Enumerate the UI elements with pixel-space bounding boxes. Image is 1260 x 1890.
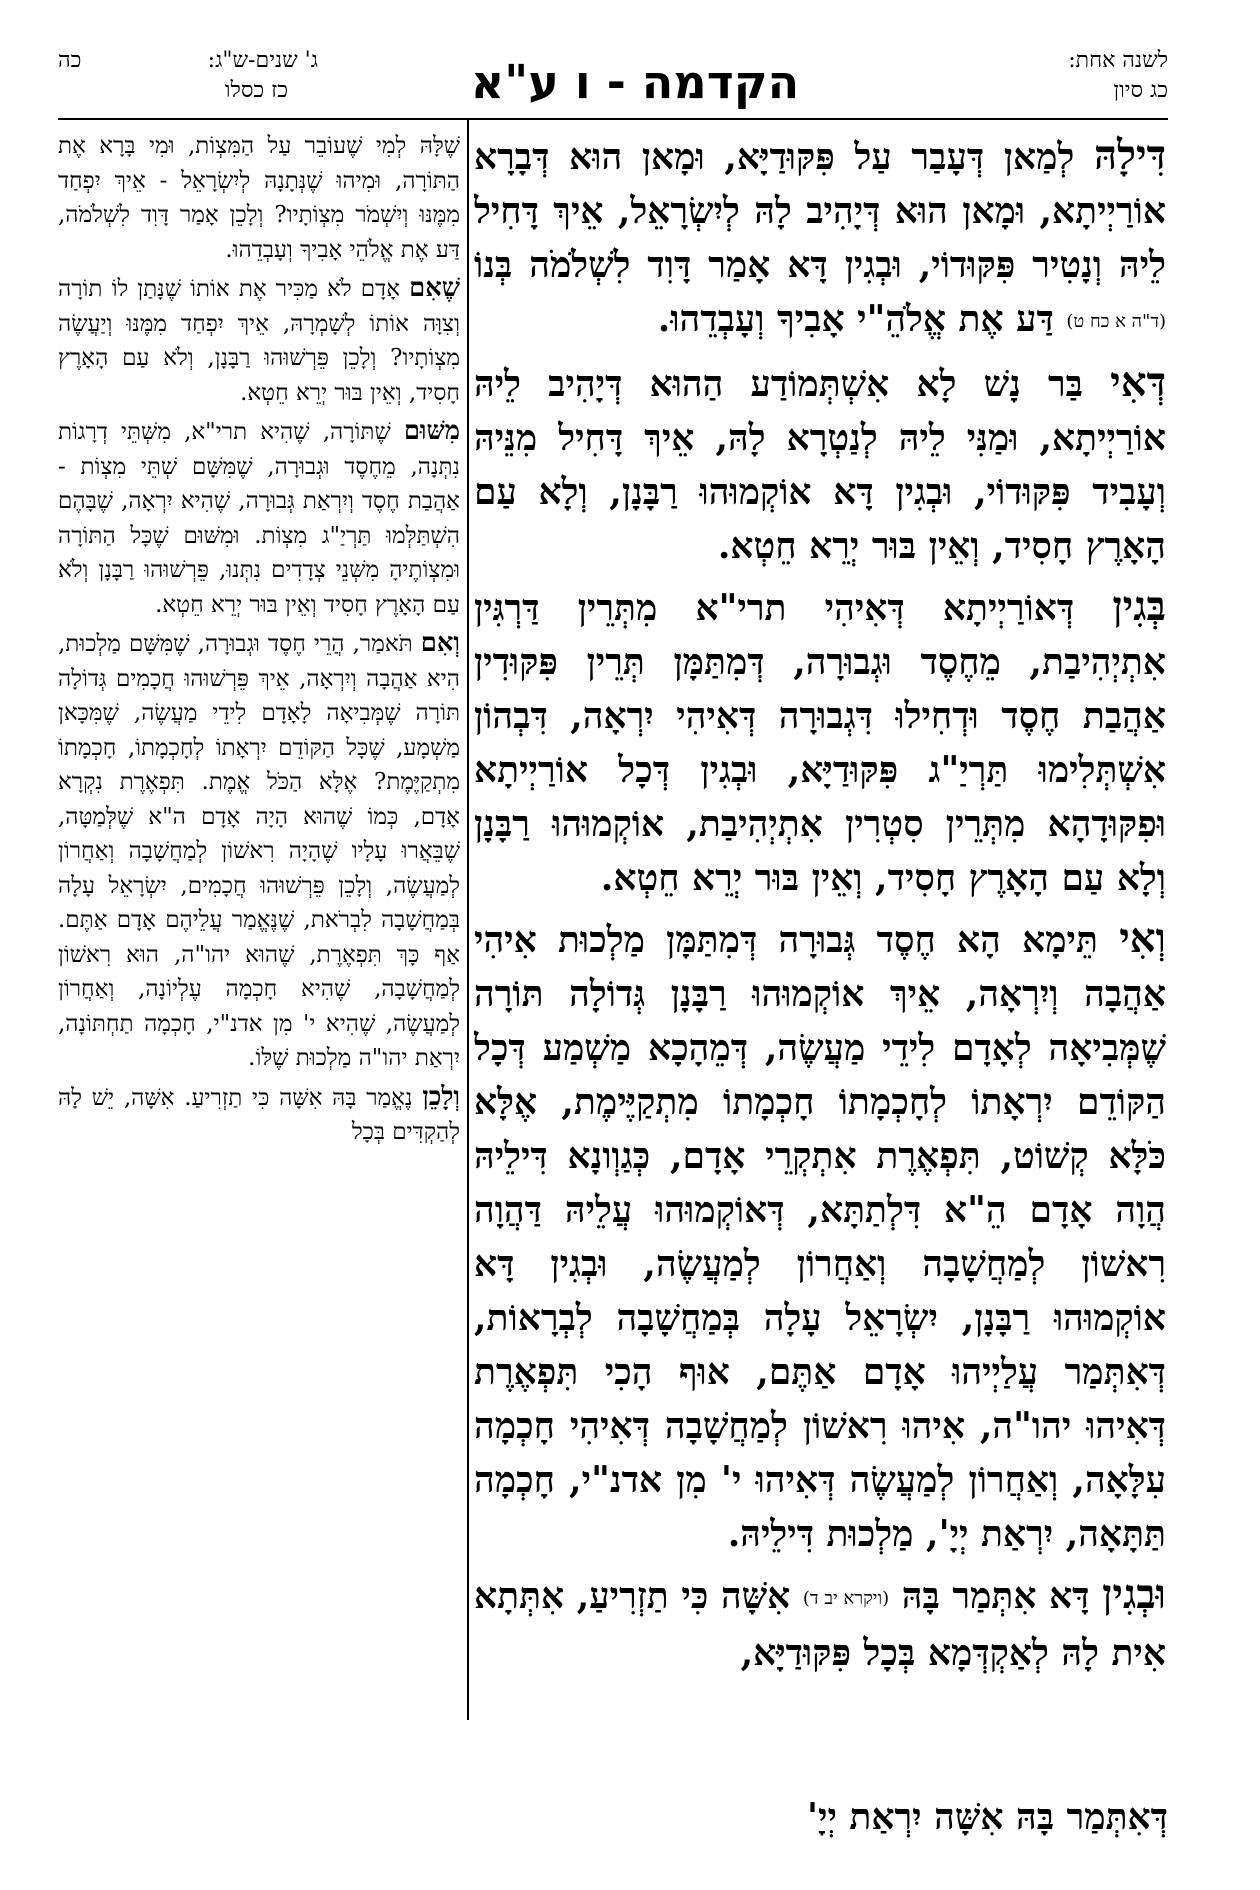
study-schedule-date-alt: כז כסלו	[224, 78, 288, 103]
translation-paragraph	[58, 414, 460, 622]
paragraph-lead-word: דְּאִי	[1110, 358, 1166, 406]
page-number: כה	[58, 48, 82, 73]
translation-paragraph	[58, 271, 460, 410]
paragraph-lead-word: דִּילָהּ	[1093, 131, 1166, 179]
paragraph-lead-word: וְאִי	[1119, 914, 1166, 962]
paragraph-tail: דַּע אֶת אֱלֹהֵ"י אָבִיךָ וְעָבְדֵהוּ.	[657, 298, 1067, 340]
column-divider	[467, 120, 469, 1720]
paragraph-tail: אִשָּׁה כִּי תַזְרִיעַ, אִתְּתָא אִית לָהּ לְאַקְדְּמָא בְּכָל פִּקּוּדַיָּא,	[474, 1575, 1166, 1674]
paragraph-lead-word: וְלָכֵן	[422, 1081, 460, 1112]
study-schedule-label-alt: ג' שנים-ש"ג:	[207, 48, 318, 73]
study-schedule-date: כג סיון	[1113, 78, 1168, 103]
paragraph-text: תֵּימָא הָא חֶסֶד גְּבוּרָה דְּמִתַּמָּן מַלְכוּת אִיהִי אַהֲבָה וְיִרְאָה, אֵיךְ אוֹקְמוּהוּ רַבָּנָן גְּדוֹלָה תּוֹרָה שֶׁמְּבִיאָה לְאָדָם לִידֵי מַעֲשֶׂה, דְּמֵהָכָא מַשְׁמַע דְּכָל הַקּוֹדֵם יִרְאָתוֹ לְחָכְמָתוֹ חָכְמָתוֹ מִתְקַיֶּימֶת, אֶלָּא כֹּלָּא קְשׁוֹט, תִּפְאֶרֶת אִתְקְרֵי אָדָם, כְּגַוְונָא דִּילֵיהּ הֲוָה אָדָם הֵ"א דִּלְתַתָּא, דְּאוֹקְמוּהוּ עֲלֵיהּ דַּהֲוָה רִאשׁוֹן לְמַחֲשָׁבָה וְאַחֲרוֹן לְמַעֲשֶׂה, וּבְגִין דָּא אוֹקְמוּהוּ רַבָּנָן, יִשְׂרָאֵל עָלָה בְּמַחֲשָׁבָה לְבְרָאוֹת, דְּאִתְּמַר עֲלַיְיהוּ אָדָם אַתֶּם, אוּף הָכִי תִּפְאֶרֶת דְּאִיהוּ יהו"ה, אִיהוּ רִאשׁוֹן לְמַחֲשָׁבָה דְּאִיהִי חָכְמָה עִלָּאָה, וְאַחֲרוֹן לְמַעֲשֶׂה דְּאִיהוּ י' מִן אדנ"י, חָכְמָה תַּתָּאָה, יִרְאַת יְיָ', מַלְכוּת דִּילֵיהּ.	[474, 919, 1166, 1555]
paragraph-text: שֶׁתּוֹרָה, שֶׁהִיא תרי"א, מִשְּׁתֵּי דְרָגוֹת נִתְּנָה, מֵחֶסֶד וּגְבוּרָה, שֶׁמִּשָּׁם שְׁתֵּי מִצְוֹת - אַהֲבַת חֶסֶד וְיִרְאַת גְּבוּרָה, שֶׁהִיא יִרְאָה, שֶׁבָּהֶם הִשְׁתַּלְּמוּ תַּרְיַ"ג מִצְוֹת. וּמִשּׁוּם שֶׁכָּל הַתּוֹרָה וּמִצְוֹתֶיהָ מִשְּׁנֵי צְדָדִים נִתְּנוּ, פֵּרְשׁוּהוּ רַבָּנָן וְלֹא עַם הָאָרֶץ חָסִיד וְאֵין בּוּר יְרֵא חֵטְא.	[58, 419, 460, 618]
paragraph-lead-word: שֶׁאִם	[409, 273, 460, 303]
paragraph-text: דָּא אִתְּמַר בָּהּ	[901, 1575, 1103, 1617]
header-rule	[58, 118, 1168, 120]
main-paragraph	[474, 355, 1166, 573]
main-paragraph	[474, 579, 1166, 905]
translation-paragraph	[58, 128, 460, 267]
translation-paragraph	[58, 626, 460, 1076]
main-text-continuation: דְּאִתְּמַר בָּהּ אִשָּׁה יִרְאַת יְיָ'	[806, 1796, 1168, 1838]
paragraph-text: בַּר נָשׁ לָא אִשְׁתְּמוֹדַע הַהוּא דְּיָהִיב לֵיהּ אוֹרַיְיתָא, וּמַנִּי לֵיהּ לְנַטְרָא לָהּ, אֵיךְ דָּחִיל מִנֵּיהּ וְעָבִיד פִּקּוּדוֹי, וּבְגִין דָּא אוֹקְמוּהוּ רַבָּנָן, וְלָא עַם הָאָרֶץ חָסִיד, וְאֵין בּוּר יְרֵא חֵטְא.	[474, 363, 1166, 567]
page-header-left	[58, 46, 318, 126]
paragraph-text: נֶאֱמַר בָּהּ אִשָּׁה כִּי תַזְרִיעַ. אִשָּׁה, יֵשׁ לָהּ לְהַקְדִּים בְּכָל	[58, 1084, 460, 1145]
main-paragraph	[474, 128, 1166, 349]
verse-citation: (ויקרא יב ד)	[802, 1588, 890, 1609]
paragraph-text: דְּאוֹרַיְיתָא דְּאִיהִי תרי"א מִתְּרֵין דַּרְגִּין אִתְיְהִיבַת, מֵחֶסֶד וּגְבוּרָה, דְּמִתַּמָּן תְּרֵין פִּקּוּדִין אַהֲבַת חֶסֶד וּדְחִילוּ דִּגְבוּרָה דְּאִיהִי יִרְאָה, דִּבְהוֹן אִשְׁתְּלִימוּ תַּרְיַ"ג פִּקּוּדַיָּא, וּבְגִין דְּכָל אוֹרַיְיתָא וּפִקּוּדָהָא מִתְּרֵין סִטְרִין אִתְיְהִיבַת, אוֹקְמוּהוּ רַבָּנָן וְלָא עַם הָאָרֶץ חָסִיד, וְאֵין בּוּר יְרֵא חֵטְא.	[474, 587, 1166, 899]
paragraph-text: אָדָם לֹא מַכִּיר אֶת אוֹתוֹ שֶׁנָּתַן לוֹ תוֹרָה וְצִוָּה אוֹתוֹ לְשָׁמְרָהּ, אֵיךְ יִפְחַד מִמֶּנּוּ וְיַעֲשֶׂה מִצְוֹתָיו? וְלָכֵן פֵּרְשׁוּהוּ רַבָּנָן, וְלֹא עַם הָאָרֶץ חָסִיד, וְאֵין בּוּר יְרֵא חֵטְא.	[58, 276, 460, 406]
paragraph-lead-word: וְאִם	[420, 628, 460, 658]
main-paragraph	[474, 911, 1166, 1561]
paragraph-lead-word: וּבְגִין	[1102, 1570, 1166, 1618]
translation-paragraph	[58, 1080, 460, 1150]
paragraph-text: תֹּאמַר, הֲרֵי חֶסֶד וּגְבוּרָה, שֶׁמִּשָּׁם מַלְכוּת, הִיא אַהֲבָה וְיִרְאָה, אֵיךְ פֵּרְשׁוּהוּ חֲכָמִים גְּדוֹלָה תּוֹרָה שֶׁמְּבִיאָה לָאָדָם לִידֵי מַעֲשֶׂה, שֶׁמִּכָּאן מַשְׁמָע, שֶׁכָּל הַקּוֹדֵם יִרְאָתוֹ לְחָכְמָתוֹ, חָכְמָתוֹ מִתְקַיֶּמֶת? אֶלָּא הַכֹּל אֱמֶת. תִּפְאֶרֶת נִקְרָא אָדָם, כְּמוֹ שֶׁהוּא הָיָה אָדָם ה"א שֶׁלְּמַטָּה, שֶׁבֵּאֲרוּ עָלָיו שֶׁהָיָה רִאשׁוֹן לְמַחֲשָׁבָה וְאַחֲרוֹן לְמַעֲשֶׂה, וְלָכֵן פֵּרְשׁוּהוּ חֲכָמִים, יִשְׂרָאֵל עָלָה בְּמַחֲשָׁבָה לִבְרֹאת, שֶׁנֶּאֱמַר עֲלֵיהֶם אָדָם אַתֶּם. אַף כָּךְ תִּפְאֶרֶת, שֶׁהוּא יהו"ה, הוּא רִאשׁוֹן לְמַחֲשָׁבָה, שֶׁהִיא חָכְמָה עֶלְיוֹנָה, וְאַחֲרוֹן לְמַעֲשֶׂה, שֶׁהִיא י' מִן אדנ"י, חָכְמָה תַחְתּוֹנָה, יִרְאַת יהו"ה מַלְכוּת שֶׁלּוֹ.	[58, 631, 460, 1071]
page-header-right	[908, 46, 1168, 126]
paragraph-lead-word: מִשּׁוּם	[403, 416, 460, 446]
page-title: הקדמה - ו ע"א	[470, 55, 800, 109]
paragraph-text: שֶׁלָּהּ לְמִי שֶׁעוֹבֵר עַל הַמִּצְוֹת, וּמִי בָּרָא אֶת הַתּוֹרָה, וּמִיהוּ שֶׁנְּתָנָהּ לְיִשְׂרָאֵל - אֵיךְ יִפְחַד מִמֶּנּוּ וְיִשְׁמֹר מִצְוֹתָיו? וְלָכֵן אָמַר דָּוִד לִשְׁלֹמֹה, דַּע אֶת אֱלֹהֵי אָבִיךָ וְעָבְדֵהוּ.	[58, 133, 460, 263]
study-schedule-label: לשנה אחת:	[1068, 48, 1168, 73]
main-text-column	[474, 128, 1166, 1728]
paragraph-lead-word: בְּגִין	[1112, 582, 1166, 630]
verse-citation: (ד"ה א כח ט)	[1066, 311, 1166, 332]
paragraph-text: לְמַאן דְּעָבַר עַל פִּקּוּדַיָּא, וּמָאן הוּא דְּבָרָא אוֹרַיְיתָא, וּמָאן הוּא דְּיָהִיב לָהּ לְיִשְׂרָאֵל, אֵיךְ דָּחִיל לֵיהּ וְנָטִיר פִּקּוּדוֹי, וּבְגִין דָּא אָמַר דָּוִד לִשְׁלֹמֹה בְּנוֹ	[474, 136, 1166, 286]
main-paragraph	[474, 1567, 1166, 1680]
translation-column	[58, 128, 460, 1708]
